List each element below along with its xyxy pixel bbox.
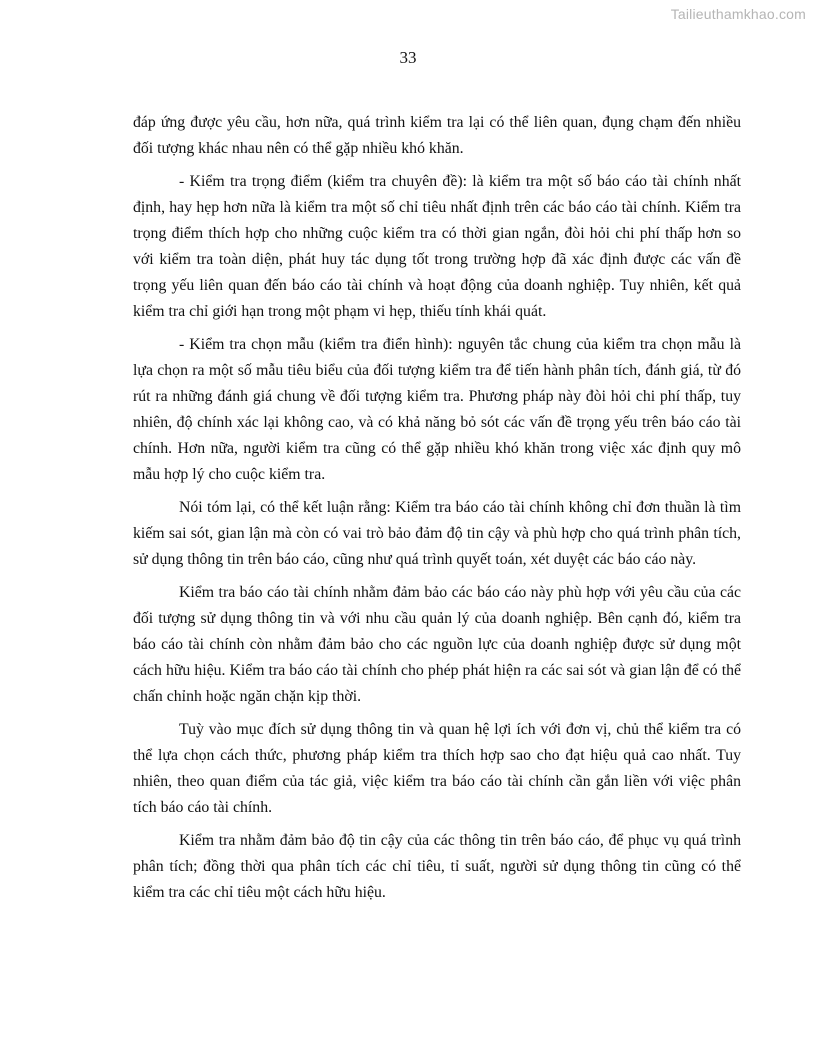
- paragraph-do-tin-cay: Kiểm tra nhằm đảm bảo độ tin cậy của các thông tin trên báo cáo, để phục vụ quá trình phân tích; đồng thời qua phân tích các chỉ tiêu, tỉ suất, người sử dụng thông tin cũng có thể kiểm tra các chỉ tiêu một cách hữu hiệu.: [133, 832, 741, 901]
- paragraph-lua-chon-phuong-phap: Tuỳ vào mục đích sử dụng thông tin và quan hệ lợi ích với đơn vị, chủ thể kiểm tra có thể lựa chọn cách thức, phương pháp kiểm tra thích hợp sao cho đạt hiệu quả cao nhất. Tuy nhiên, theo quan điểm của tác giả, việc kiểm tra báo cáo tài chính cần gắn liền với việc phân tích báo cáo tài chính.: [133, 721, 741, 816]
- document-body: [133, 110, 741, 913]
- paragraph-ket-luan: Nói tóm lại, có thể kết luận rằng: Kiểm tra báo cáo tài chính không chỉ đơn thuần là tìm kiếm sai sót, gian lận mà còn có vai trò bảo đảm độ tin cậy và phù hợp cho quá trình phân tích, sử dụng thông tin trên báo cáo, cũng như quá trình quyết toán, xét duyệt các báo cáo này.: [133, 499, 741, 568]
- paragraph-kiem-tra-chon-mau: - Kiểm tra chọn mẫu (kiểm tra điển hình): nguyên tắc chung của kiểm tra chọn mẫu là lựa chọn ra một số mẫu tiêu biểu của đối tượng kiểm tra để tiến hành phân tích, đánh giá, từ đó rút ra những đánh giá chung về đối tượng kiểm tra. Phương pháp này đòi hỏi chi phí thấp, tuy nhiên, độ chính xác lại không cao, và có khả năng bỏ sót các vấn đề trọng yếu trên báo cáo tài chính. Hơn nữa, người kiểm tra cũng có thể gặp nhiều khó khăn trong việc xác định quy mô mẫu hợp lý cho cuộc kiểm tra.: [133, 336, 741, 483]
- paragraph-muc-dich-kiem-tra: Kiểm tra báo cáo tài chính nhằm đảm bảo các báo cáo này phù hợp với yêu cầu của các đối tượng sử dụng thông tin và với nhu cầu quản lý của doanh nghiệp. Bên cạnh đó, kiểm tra báo cáo tài chính còn nhằm đảm bảo cho các nguồn lực của doanh nghiệp được sử dụng một cách hữu hiệu. Kiểm tra báo cáo tài chính cho phép phát hiện ra các sai sót và gian lận để có thể chấn chỉnh hoặc ngăn chặn kịp thời.: [133, 584, 741, 705]
- paragraph-kiem-tra-trong-diem: - Kiểm tra trọng điểm (kiểm tra chuyên đề): là kiểm tra một số báo cáo tài chính nhất định, hay hẹp hơn nữa là kiểm tra một số chỉ tiêu nhất định trên các báo cáo tài chính. Kiểm tra trọng điểm thích hợp cho những cuộc kiểm tra có thời gian ngắn, đòi hỏi chi phí thấp hơn so với kiểm tra toàn diện, phát huy tác dụng tốt trong trường hợp đã xác định được các vấn đề trọng yếu liên quan đến báo cáo tài chính và hoạt động của doanh nghiệp. Tuy nhiên, kết quả kiểm tra chỉ giới hạn trong một phạm vi hẹp, thiếu tính khái quát.: [133, 173, 741, 320]
- page-number: 33: [399, 48, 417, 67]
- watermark-text: Tailieuthamkhao.com: [670, 6, 806, 22]
- paragraph-continuation: đáp ứng được yêu cầu, hơn nữa, quá trình kiểm tra lại có thể liên quan, đụng chạm đến nhiều đối tượng khác nhau nên có thể gặp nhiều khó khăn.: [133, 114, 741, 157]
